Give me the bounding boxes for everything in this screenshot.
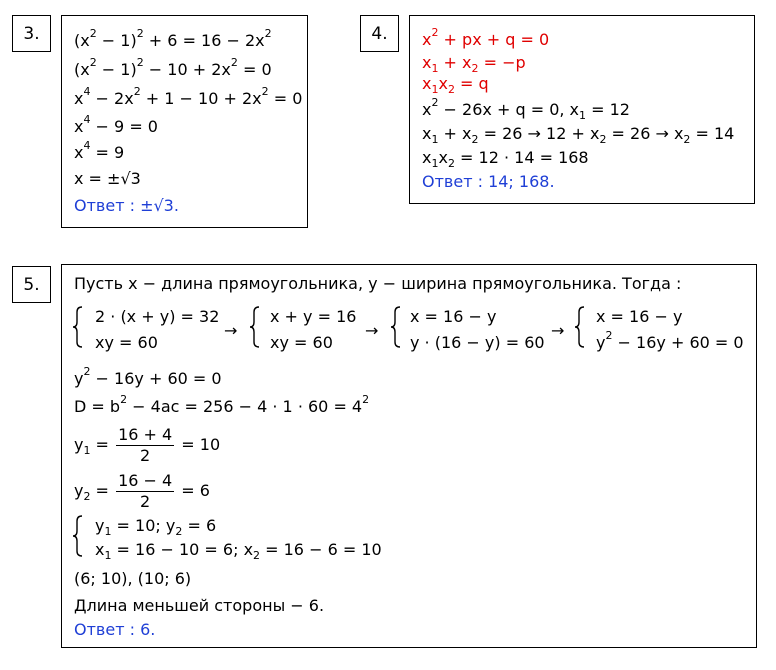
p3-line-3: $x^4 - 2x^2 + 1 - 10 + 2x^2 = 0$ xyxy=(74,85,303,108)
p5-root-2: $y_2$ = $\frac{16 - 4}{2}$ = 6 xyxy=(74,470,210,511)
problem-3-number: 3. xyxy=(23,23,40,44)
p5-discriminant: $D = b^2 - 4ac = 256 - 4 \cdot 1 \cdot 60 = 4^2$ xyxy=(74,393,370,416)
p5-intro: Пусть x − длина прямоугольника, y − ширина прямоугольника. Тогда : xyxy=(74,274,682,293)
system-5-line-2: $x_1 = 16 - 10 = 6$; $x_2 = 16 - 6 = 10$ xyxy=(95,540,382,562)
p5-root-1: $y_1$ = $\frac{16 + 4}{2}$ = 10 xyxy=(74,424,221,465)
arrow-icon: → xyxy=(551,321,565,340)
p3-answer: Ответ : ±√3. xyxy=(74,196,179,215)
system-2-line-1: x + y = 16 xyxy=(270,307,357,326)
problem-4-number: 4. xyxy=(371,23,388,44)
brace-icon xyxy=(72,306,84,348)
problem-3-number-box xyxy=(12,15,51,52)
system-3-line-2: y · (16 − y) = 60 xyxy=(410,333,545,352)
p4-answer: Ответ : 14; 168. xyxy=(422,172,555,191)
p3-line-5: $x^4 = 9$ xyxy=(74,139,125,162)
p4-line-2: $x_1 + x_2 = -p$ xyxy=(422,53,526,75)
fraction: $\frac{16 + 4}{2}$ xyxy=(118,424,173,465)
problem-4-number-box xyxy=(360,15,399,52)
arrow-icon: → xyxy=(365,321,379,340)
brace-icon xyxy=(72,515,84,557)
p3-line-1: $(x^2 - 1)^2 + 6 = 16 - 2x^2$ xyxy=(74,27,272,50)
system-5-line-1: $y_1 = 10$; $y_2 = 6$ xyxy=(95,516,217,538)
p4-line-3: $x_1x_2 = q$ xyxy=(422,74,489,96)
system-3-line-1: x = 16 − y xyxy=(410,307,497,326)
system-1-line-1: 2 · (x + y) = 32 xyxy=(95,307,220,326)
system-4-line-2: $y^2 - 16y + 60 = 0$ xyxy=(596,329,744,352)
problem-5-number-box xyxy=(12,266,51,303)
p5-pairs: (6; 10), (10; 6) xyxy=(74,569,192,588)
problem-5-number: 5. xyxy=(23,274,40,295)
system-1-line-2: xy = 60 xyxy=(95,333,158,352)
arrow-icon: → xyxy=(224,321,238,340)
p5-conclusion: Длина меньшей стороны − 6. xyxy=(74,596,325,615)
brace-icon xyxy=(249,306,261,348)
p3-line-2: $(x^2 - 1)^2 - 10 + 2x^2 = 0$ xyxy=(74,56,272,79)
problem-4-solution xyxy=(409,15,755,204)
problem-3-solution xyxy=(61,15,308,228)
p5-answer: Ответ : 6. xyxy=(74,620,156,639)
p4-line-4: $x^2 - 26x + q = 0$, $x_1 = 12$ xyxy=(422,96,630,122)
brace-icon xyxy=(574,306,586,348)
p5-quadratic: $y^2 - 16y + 60 = 0$ xyxy=(74,365,222,388)
system-2-line-2: xy = 60 xyxy=(270,333,333,352)
fraction: $\frac{16 - 4}{2}$ xyxy=(118,470,173,511)
p4-line-5: $x_1 + x_2 = 26 \to 12 + x_2 = 26 \to x_2 = 14$ xyxy=(422,124,735,146)
p3-line-6: x = ±√3 xyxy=(74,169,141,188)
p4-line-6: $x_1x_2 = 12 \cdot 14 = 168$ xyxy=(422,148,589,170)
problem-5-solution xyxy=(61,264,757,648)
p4-line-1: $x^2$ + px + q = 0 xyxy=(422,26,550,49)
p3-line-4: $x^4 - 9 = 0$ xyxy=(74,113,158,136)
system-4-line-1: x = 16 − y xyxy=(596,307,683,326)
brace-icon xyxy=(390,306,402,348)
